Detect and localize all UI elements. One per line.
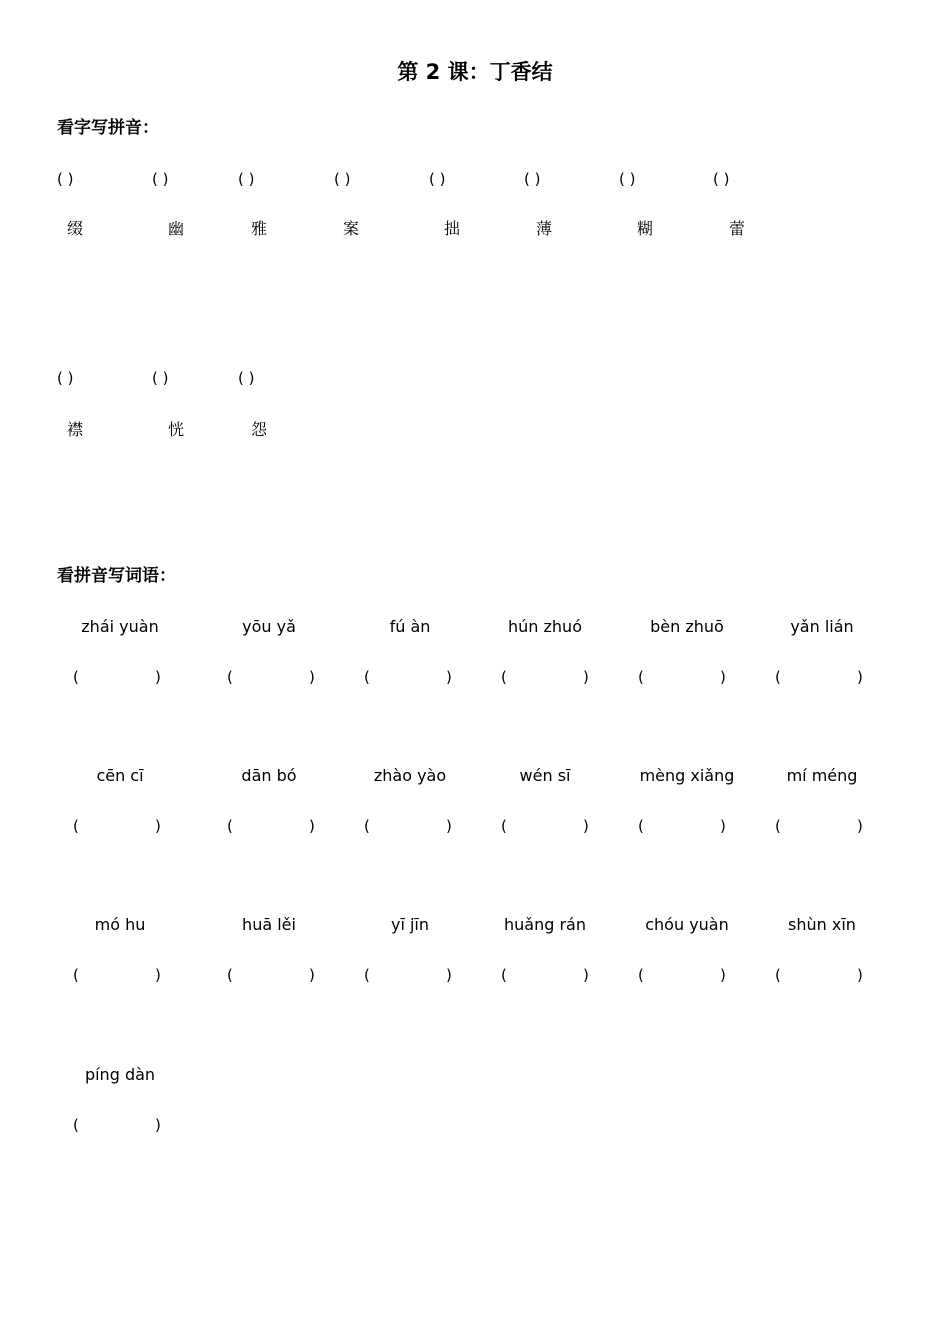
open-paren: ( [501,966,507,984]
section-heading-write-words: 看拼音写词语： [57,566,176,586]
pinyin-answer-blank[interactable]: ( ) [429,170,446,188]
pinyin-word: yōu yǎ [242,617,296,636]
close-paren: ) [155,1116,161,1134]
word-answer-blank[interactable] [501,819,591,837]
pinyin-word: yī jīn [390,915,430,934]
pinyin-answer-blank[interactable]: ( ) [57,369,74,387]
chinese-character: 幽 [167,219,184,238]
pinyin-answer-blank[interactable]: ( ) [619,170,636,188]
open-paren: ( [638,668,644,686]
pinyin-word: mèng xiǎng [639,766,735,785]
pinyin-word: huā lěi [242,915,296,934]
pinyin-word: shùn xīn [788,915,856,934]
close-paren: ) [583,817,589,835]
word-answer-blank[interactable] [73,1118,163,1136]
chinese-character: 雅 [250,219,267,238]
open-paren: ( [364,817,370,835]
close-paren: ) [857,817,863,835]
section-heading-write-pinyin: 看字写拼音： [57,118,159,138]
open-paren: ( [364,966,370,984]
pinyin-word: dān bó [241,766,297,785]
close-paren: ) [720,817,726,835]
open-paren: ( [73,817,79,835]
chinese-character: 拙 [443,219,460,238]
open-paren: ( [364,668,370,686]
word-answer-blank[interactable] [638,670,728,688]
open-paren: ( [638,966,644,984]
open-paren: ( [73,1116,79,1134]
word-answer-blank[interactable] [73,670,163,688]
open-paren: ( [227,966,233,984]
open-paren: ( [775,966,781,984]
pinyin-answer-blank[interactable]: ( ) [713,170,730,188]
pinyin-answer-blank[interactable]: ( ) [152,369,169,387]
close-paren: ) [583,668,589,686]
pinyin-word: mí méng [786,766,858,785]
pinyin-word: zhào yào [373,766,447,785]
open-paren: ( [638,817,644,835]
chinese-character: 蕾 [728,219,745,238]
chinese-character: 糊 [636,219,653,238]
word-answer-blank[interactable] [501,968,591,986]
word-answer-blank[interactable] [638,968,728,986]
open-paren: ( [227,817,233,835]
pinyin-answer-blank[interactable]: ( ) [524,170,541,188]
word-answer-blank[interactable] [364,968,454,986]
pinyin-word: píng dàn [84,1065,156,1084]
word-answer-blank[interactable] [227,670,317,688]
word-answer-blank[interactable] [73,968,163,986]
pinyin-word: yǎn lián [790,617,854,636]
pinyin-word: hún zhuó [508,617,582,636]
chinese-character: 案 [342,219,359,238]
word-answer-blank[interactable] [227,968,317,986]
word-answer-blank[interactable] [227,819,317,837]
chinese-character: 恍 [167,420,184,439]
page-title: 第 2 课：丁香结 [397,60,553,84]
pinyin-word: cēn cī [96,766,144,785]
chinese-character: 缀 [66,219,83,238]
pinyin-word: bèn zhuō [650,617,724,636]
close-paren: ) [583,966,589,984]
close-paren: ) [155,966,161,984]
open-paren: ( [775,817,781,835]
pinyin-answer-blank[interactable]: ( ) [57,170,74,188]
word-answer-blank[interactable] [73,819,163,837]
open-paren: ( [775,668,781,686]
close-paren: ) [720,668,726,686]
chinese-character: 薄 [535,219,552,238]
pinyin-word: fú àn [389,617,431,636]
word-answer-blank[interactable] [364,819,454,837]
word-answer-blank[interactable] [775,819,865,837]
close-paren: ) [309,817,315,835]
close-paren: ) [857,668,863,686]
chinese-character: 襟 [66,420,83,439]
pinyin-word: mó hu [94,915,146,934]
close-paren: ) [155,668,161,686]
close-paren: ) [446,817,452,835]
pinyin-answer-blank[interactable]: ( ) [238,369,255,387]
close-paren: ) [309,668,315,686]
close-paren: ) [446,966,452,984]
close-paren: ) [720,966,726,984]
pinyin-word: wén sī [519,766,571,785]
word-answer-blank[interactable] [775,670,865,688]
word-answer-blank[interactable] [775,968,865,986]
close-paren: ) [857,966,863,984]
pinyin-word: huǎng rán [504,915,586,934]
word-answer-blank[interactable] [638,819,728,837]
open-paren: ( [501,817,507,835]
open-paren: ( [501,668,507,686]
open-paren: ( [227,668,233,686]
open-paren: ( [73,966,79,984]
chinese-character: 怨 [250,420,267,439]
open-paren: ( [73,668,79,686]
pinyin-answer-blank[interactable]: ( ) [152,170,169,188]
close-paren: ) [309,966,315,984]
close-paren: ) [155,817,161,835]
pinyin-answer-blank[interactable]: ( ) [238,170,255,188]
pinyin-word: zhái yuàn [81,617,159,636]
pinyin-word: chóu yuàn [645,915,729,934]
pinyin-answer-blank[interactable]: ( ) [334,170,351,188]
word-answer-blank[interactable] [364,670,454,688]
close-paren: ) [446,668,452,686]
word-answer-blank[interactable] [501,670,591,688]
